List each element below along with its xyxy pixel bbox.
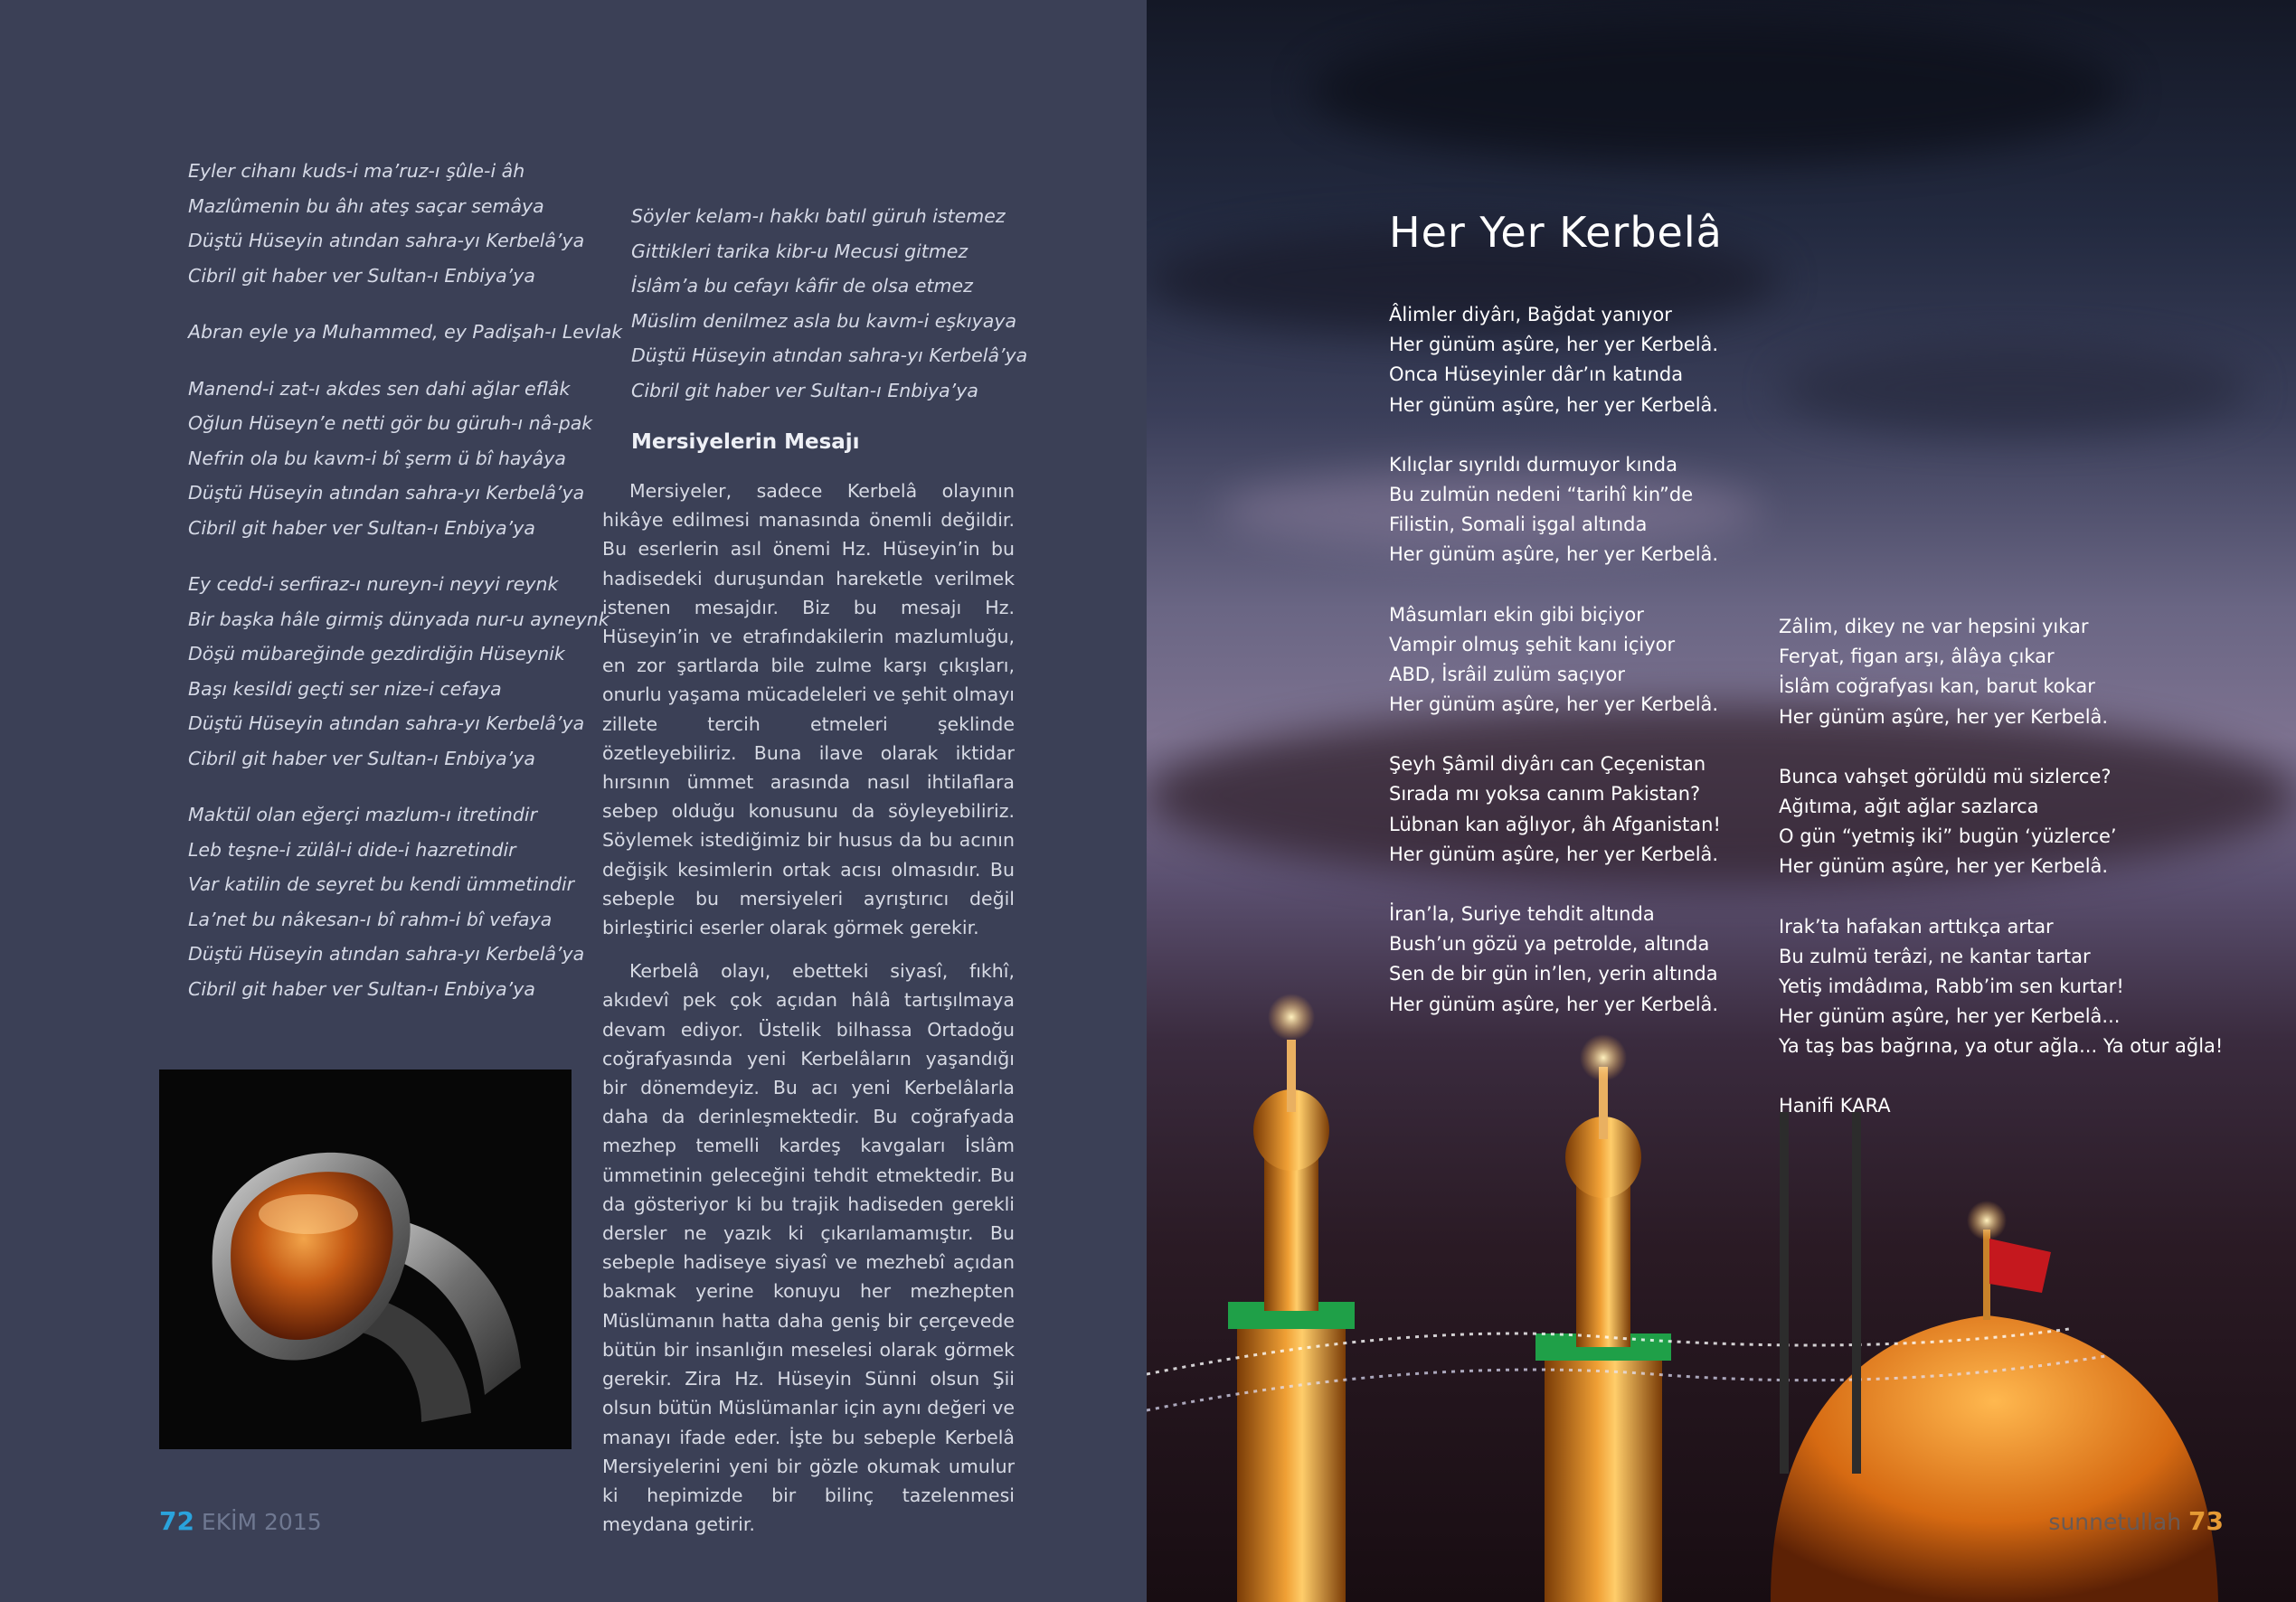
verse-line: Sırada mı yoksa canım Pakistan? (1389, 783, 1701, 806)
verse-line: Maktül olan eğerçi mazlum-ı itretindir (188, 804, 538, 825)
verse-line: Zâlim, dikey ne var hepsini yıkar (1779, 616, 2089, 637)
stanza (188, 372, 622, 546)
verse-line: İslâm’a bu cefayı kâfir de olsa etmez (631, 275, 973, 297)
verse-line: Ya taş bas bağrına, ya otur ağla... Ya otur ağla! (1779, 1035, 2224, 1058)
verse-line: Nefrin ola bu kavm-i bî şerm ü bî hayâya (188, 447, 566, 469)
verse-line: Düştü Hüseyin atından sahra-yı Kerbelâ’ya (631, 344, 1028, 366)
verse-line: Yetiş imdâdıma, Rabb’im sen kurtar! (1779, 975, 2124, 997)
page-number-left: 72 (159, 1506, 194, 1536)
verse-line: Manend-i zat-ı akdes sen dahi ağlar eflâk (188, 377, 571, 400)
verse-line: Vampir olmuş şehit kanı içiyor (1389, 633, 1676, 655)
verse-line: Cibril git haber ver Sultan-ı Enbiya’ya (188, 977, 535, 1000)
magazine-name: sunnetullah (2048, 1509, 2182, 1535)
verse-line: Gittikleri tarika kibr-u Mecusi gitmez (631, 240, 968, 262)
verse-line: Düştü Hüseyin atından sahra-yı Kerbelâ’ya (188, 943, 585, 965)
verse-line: Onca Hüseyinler dâr’ın katında (1389, 363, 1684, 386)
poem-column-2 (1779, 612, 2223, 1091)
right-page (1147, 0, 2296, 1602)
stanza (1389, 450, 1721, 570)
verse-line: Mazlûmenin bu âhı ateş saçar semâya (188, 194, 544, 217)
verse-line: Her günüm aşûre, her yer Kerbelâ. (1389, 543, 1719, 566)
verse-line: Her günüm aşûre, her yer Kerbelâ. (1779, 855, 2109, 878)
page-number-right: 73 (2188, 1506, 2224, 1536)
verse-line: Var katilin de seyret bu kendi ümmetindir (188, 873, 575, 895)
verse-line: Her günüm aşûre, her yer Kerbelâ. (1389, 993, 1719, 1015)
stanza (1779, 612, 2223, 732)
stanza (188, 154, 622, 293)
paragraph: Mersiyeler, sadece Kerbelâ olayının hikâye edilmesi manasında önemli değildir. Bu eserlerin asıl önemi Hz. Hüseyin’in bu hadisedeki duruşundan hareketle verilmek istenen mesajdır. Biz bu mesajı Hz. Hüseyin’in ve etrafındakilerin mazlumluğu, en zor şartlarda bile zulme karşı çıkışları, onurlu yaşama mücadeleleri ve şehit olmayı zillete tercih etmeleri şeklinde özetleyebiliriz. Buna ilave olarak iktidar hırsının ümmet arasında nasıl ihtilaflara sebep olduğu konusunu da söyleyebiliriz. Söylemek istediğimiz bir husus da bu acının değişik kesimlerin ortak acısı olmasıdır. Bu sebeple bu mersiyeleri ayrıştırıcı değil birleştirici eserler olarak görmek gerekir. (602, 480, 1015, 939)
verse-line: İran’la, Suriye tehdit altında (1389, 903, 1655, 925)
stanza (1389, 900, 1721, 1020)
verse-line: Her günüm aşûre, her yer Kerbelâ. (1389, 693, 1719, 716)
section-heading: Mersiyelerin Mesajı (631, 430, 860, 454)
verse-line: Cibril git haber ver Sultan-ı Enbiya’ya (188, 516, 535, 539)
verse-line: Her günüm aşûre, her yer Kerbelâ. (1779, 705, 2109, 728)
stanza (188, 797, 622, 1006)
verse-line: Eyler cihanı kuds-i ma’ruz-ı şûle-i âh (188, 160, 525, 182)
verse-line: Cibril git haber ver Sultan-ı Enbiya’ya (631, 379, 978, 401)
verse-line: Bir başka hâle girmiş dünyada nur-u ayneynk (188, 608, 609, 630)
verse-line: Sen de bir gün in’len, yerin altında (1389, 963, 1718, 985)
verse-line: Müslim denilmez asla bu kavm-i eşkıyaya (631, 309, 1017, 332)
verse-line: Mâsumları ekin gibi biçiyor (1389, 603, 1644, 626)
issue-date: EKİM 2015 (201, 1509, 322, 1535)
verses-column-1 (188, 154, 622, 1028)
verse-line: Leb teşne-i zülâl-i dide-i hazretindir (188, 838, 516, 861)
ring-image (159, 1070, 572, 1449)
verse-line: Başı kesildi geçti ser nize-i cefaya (188, 677, 502, 700)
verse-line: Feryat, figan arşı, âlâya çıkar (1779, 646, 2055, 668)
verse-line: Lübnan kan ağlıyor, âh Afganistan! (1389, 813, 1721, 835)
verse-line: ABD, İsrâil zulüm saçıyor (1389, 663, 1625, 685)
verse-line: Âlimler diyârı, Bağdat yanıyor (1389, 304, 1672, 325)
verse-line: Her günüm aşûre, her yer Kerbelâ... (1779, 1005, 2121, 1028)
stanza (188, 567, 622, 776)
left-footer (159, 1506, 322, 1536)
verse-line: Ağıtıma, ağıt ağlar sazlarca (1779, 795, 2039, 817)
verse-line: Her günüm aşûre, her yer Kerbelâ. (1389, 393, 1719, 416)
stanza (1389, 300, 1721, 420)
verse-line: Bush’un gözü ya petrolde, altında (1389, 933, 1710, 956)
verse-line: Bu zulmü terâzi, ne kantar tartar (1779, 945, 2091, 967)
verse-line: O gün “yetmiş iki” bugün ‘yüzlerce’ (1779, 825, 2117, 848)
verse-line: La’net bu nâkesan-ı bî rahm-i bî vefaya (188, 908, 553, 930)
verse-line: Her günüm aşûre, her yer Kerbelâ. (1389, 843, 1719, 865)
left-page (0, 0, 1147, 1602)
verses-column-2 (631, 199, 1027, 429)
poem-column-1 (1389, 300, 1721, 1050)
verse-line: Her günüm aşûre, her yer Kerbelâ. (1389, 334, 1719, 356)
stanza (1389, 600, 1721, 721)
stanza (1779, 762, 2223, 882)
verse-line: Kılıçlar sıyrıldı durmuyor kında (1389, 453, 1677, 476)
verse-line: Cibril git haber ver Sultan-ı Enbiya’ya (188, 747, 535, 769)
verse-line: Söyler kelam-ı hakkı batıl güruh istemez (631, 205, 1006, 227)
stanza (188, 315, 622, 350)
paragraph: Kerbelâ olayı, ebetteki siyasî, fıkhî, akıdevî pek çok açıdan hâlâ tartışılmaya devam ediyor. Üstelik bilhassa Ortadoğu coğrafyasında yeni Kerbelâların yaşandığı bir dönemdeyiz. Bu acı yeni Kerbelâlarla daha da derinleşmektedir. Bu coğrafyada mezhep temelli kardeş kavgaları İslâm ümmetinin geleceğini tehdit etmektedir. Bu da gösteriyor ki bu trajik hadiseden gerekli dersler ne yazık ki çıkarılamamıştır. Bu sebeple hadiseye siyasî ve mezhebî açıdan bakmak yerine konuyu her mezhepten Müslümanın hatta daha geniş bir çerçevede bütün bir insanlığın meselesi olarak görmek gerekir. Zira Hz. Hüseyin Sünni olsun Şii olsun bütün Müslümanlar için aynı değeri ve manayı ifade eder. İşte bu sebeple Kerbelâ Mersiyelerini yeni bir gözle okumak umulur ki hepimizde bir bilinç tazelenmesi meydana getirir. (602, 960, 1015, 1536)
verse-line: Oğlun Hüseyn’e netti gör bu güruh-ı nâ-pak (188, 412, 593, 434)
verse-line: Düştü Hüseyin atından sahra-yı Kerbelâ’ya (188, 230, 585, 251)
verse-line: İslâm coğrafyası kan, barut kokar (1779, 675, 2095, 698)
verse-line: Ey cedd-i serfiraz-ı nureyn-i neyyi reynk (188, 573, 559, 595)
stanza (1779, 912, 2223, 1062)
verse-line: Döşü mübareğinde gezdirdiğin Hüseynik (188, 643, 565, 664)
poem-title: Her Yer Kerbelâ (1389, 208, 1723, 257)
verse-line: Düştü Hüseyin atından sahra-yı Kerbelâ’ya (188, 482, 585, 504)
verse-line: Abran eyle ya Muhammed, ey Padişah-ı Levlak (188, 321, 623, 343)
verse-line: Düştü Hüseyin atından sahra-yı Kerbelâ’ya (188, 712, 585, 734)
verse-line: Şeyh Şâmil diyârı can Çeçenistan (1389, 753, 1706, 776)
verse-line: Bunca vahşet görüldü mü sizlerce? (1779, 765, 2112, 787)
verse-line: Filistin, Somali işgal altında (1389, 514, 1648, 536)
stanza (1389, 749, 1721, 870)
verse-line: Bu zulmün nedeni “tarihî kin”de (1389, 483, 1694, 505)
ring-photo (159, 1070, 572, 1449)
stanza (631, 199, 1027, 408)
right-footer (2048, 1506, 2224, 1536)
verse-line: Cibril git haber ver Sultan-ı Enbiya’ya (188, 264, 535, 287)
verse-line: Irak’ta hafakan arttıkça artar (1779, 915, 2054, 938)
article-body (602, 476, 1015, 1553)
poem-author: Hanifi KARA (1779, 1095, 1891, 1117)
